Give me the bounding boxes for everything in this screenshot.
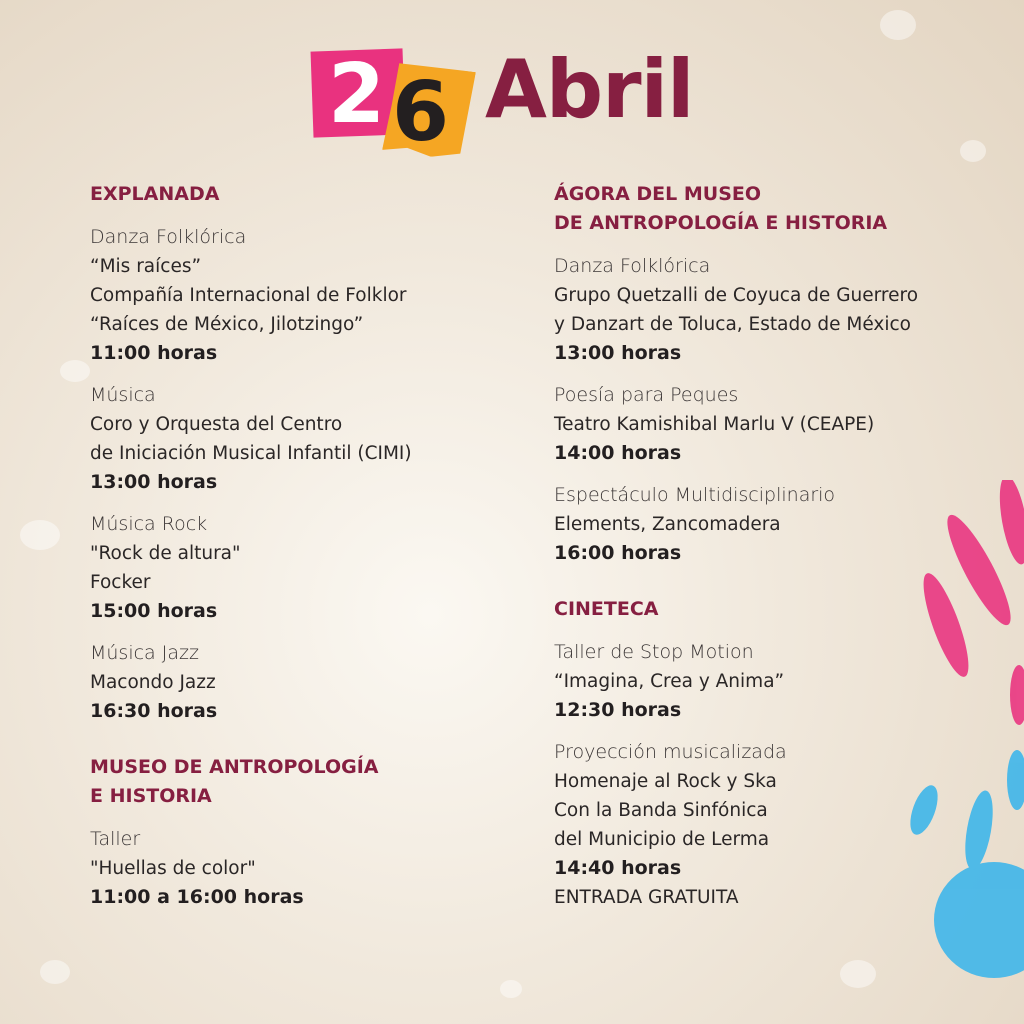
event-time: 14:00 horas xyxy=(554,442,682,464)
event-detail: Macondo Jazz xyxy=(90,672,216,693)
event-musica xyxy=(90,381,530,497)
event-danza-folklorica xyxy=(90,223,530,368)
background-speck xyxy=(960,140,986,162)
left-column xyxy=(90,180,530,925)
event-detail: Homenaje al Rock y Ska xyxy=(554,771,777,792)
background-speck xyxy=(500,980,522,998)
background-speck xyxy=(20,520,60,550)
event-category: Música xyxy=(90,384,156,406)
handprint-icon xyxy=(904,480,1024,1000)
event-time: 12:30 horas xyxy=(554,699,682,721)
day-badge xyxy=(310,46,485,160)
background-speck xyxy=(840,960,876,988)
free-entry-note: ENTRADA GRATUITA xyxy=(554,887,739,908)
event-category: Música Rock xyxy=(90,513,208,535)
event-poesia xyxy=(554,381,994,468)
event-detail: y Danzart de Toluca, Estado de México xyxy=(554,314,912,335)
event-time: 16:30 horas xyxy=(90,700,218,722)
event-time: 15:00 horas xyxy=(90,600,218,622)
section-title-museo: MUSEO DE ANTROPOLOGÍA E HISTORIA xyxy=(90,756,379,807)
event-category: Espectáculo Multidisciplinario xyxy=(554,484,836,506)
event-detail: “Imagina, Crea y Anima” xyxy=(554,671,785,692)
event-detail: Con la Banda Sinfónica xyxy=(554,800,768,821)
event-detail: “Raíces de México, Jilotzingo” xyxy=(90,314,364,335)
background-speck xyxy=(60,360,90,382)
event-category: Música Jazz xyxy=(90,642,199,664)
event-time: 14:40 horas xyxy=(554,857,682,879)
event-detail: Focker xyxy=(90,572,151,593)
background-speck xyxy=(40,960,70,984)
section-title-agora: ÁGORA DEL MUSEO DE ANTROPOLOGÍA E HISTORIA xyxy=(554,183,888,234)
event-detail: “Mis raíces” xyxy=(90,256,202,277)
background-speck xyxy=(880,10,916,40)
date-header xyxy=(310,40,730,160)
event-category: Taller de Stop Motion xyxy=(554,641,754,663)
event-category: Danza Folklórica xyxy=(90,226,247,248)
event-detail: Coro y Orquesta del Centro xyxy=(90,414,343,435)
event-time: 13:00 horas xyxy=(554,342,682,364)
event-time: 16:00 horas xyxy=(554,542,682,564)
event-time: 11:00 horas xyxy=(90,342,218,364)
event-detail: de Iniciación Musical Infantil (CIMI) xyxy=(90,443,412,464)
event-category: Taller xyxy=(90,828,141,850)
event-musica-jazz xyxy=(90,639,530,726)
day-digit-first: 2 xyxy=(328,47,386,142)
event-category: Proyección musicalizada xyxy=(554,741,787,763)
event-detail: Elements, Zancomadera xyxy=(554,514,781,535)
event-detail: "Huellas de color" xyxy=(90,858,256,879)
section-title-cineteca: CINETECA xyxy=(554,598,659,620)
event-category: Poesía para Peques xyxy=(554,384,739,406)
day-digit-second: 6 xyxy=(392,65,450,160)
event-time: 13:00 horas xyxy=(90,471,218,493)
section-title-explanada: EXPLANADA xyxy=(90,183,220,205)
event-musica-rock xyxy=(90,510,530,626)
event-detail: del Municipio de Lerma xyxy=(554,829,770,850)
event-danza-folklorica-agora xyxy=(554,252,994,368)
month-title: Abril xyxy=(485,43,694,136)
event-taller-huellas xyxy=(90,825,530,912)
event-detail: Compañía Internacional de Folklor xyxy=(90,285,407,306)
event-category: Danza Folklórica xyxy=(554,255,711,277)
event-detail: Teatro Kamishibal Marlu V (CEAPE) xyxy=(554,414,875,435)
event-detail: "Rock de altura" xyxy=(90,543,241,564)
event-time: 11:00 a 16:00 horas xyxy=(90,886,304,908)
event-detail: Grupo Quetzalli de Coyuca de Guerrero xyxy=(554,285,919,306)
